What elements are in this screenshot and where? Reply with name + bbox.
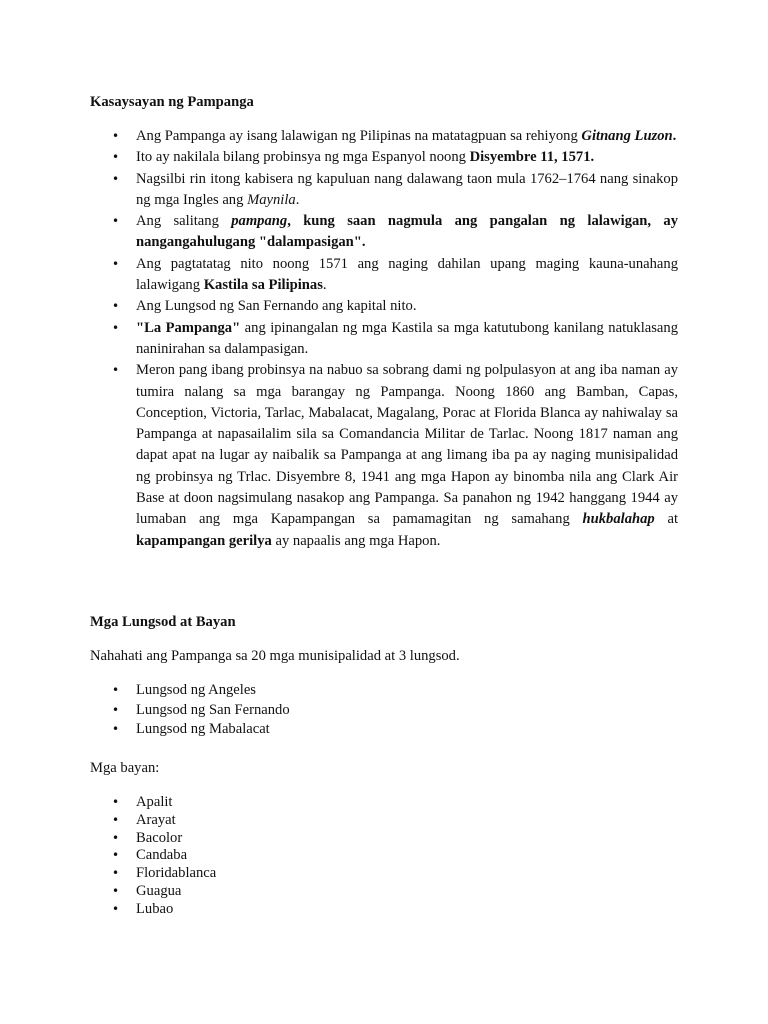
list-item: • Nagsilbi rin itong kabisera ng kapuluan nang dalawang taon mula 1762–1764 nang sinakop ng mga Ingles ang Maynila. bbox=[90, 169, 678, 212]
list-item: • Ang salitang pampang, kung saan nagmula ang pangalan ng lalawigan, ay nangangahulugang "dalampasigan". bbox=[90, 211, 678, 254]
city-list bbox=[90, 681, 678, 740]
section-title-kasaysayan bbox=[90, 92, 678, 112]
list-item: • Guagua bbox=[90, 883, 678, 901]
list-item: • Meron pang ibang probinsya na nabuo sa sobrang dami ng polpulasyon at ang iba naman ay tumira nalang sa mga barangay ng Pampanga. Noong 1860 ang Bamban, Capas, Conception, Victoria, Tarlac, Mabalacat, Magalang, Porac at Florida Blanca ay nahiwalay sa Pampanga at napasailalim sila sa Comandancia Militar de Tarlac. Noong 1817 naman ang dapat apat na lugar ay naibalik sa Pampanga at ang limang iba pa ay naging munisipalidad ng probinsya ng Trlac. Disyembre 8, 1941 ang mga Hapon ay binomba nila ang Clark Air Base at doon nagsimulang nasakop ang Pampanga. Sa panahon ng 1942 hanggang 1944 ay lumaban ang mga Kapampangan sa pamamagitan ng samahang hukbalahap at kapampangan gerilya ay napaalis ang mga Hapon. bbox=[90, 360, 678, 552]
heading: Kasaysayan ng Pampanga bbox=[90, 94, 254, 110]
list-item: • Floridablanca bbox=[90, 865, 678, 883]
list-item: • Lubao bbox=[90, 901, 678, 919]
list-item: • Lungsod ng Angeles bbox=[90, 681, 678, 701]
history-list bbox=[90, 126, 678, 552]
bayan-label: Mga bayan: bbox=[90, 760, 160, 776]
list-item: • Ang Lungsod ng San Fernando ang kapital nito. bbox=[90, 296, 678, 317]
heading: Mga Lungsod at Bayan bbox=[90, 614, 236, 630]
section-title-lungsod bbox=[90, 612, 678, 632]
list-item: • "La Pampanga" ang ipinangalan ng mga Kastila sa mga katutubong kanilang natuklasang naninirahan sa dalampasigan. bbox=[90, 318, 678, 361]
town-list bbox=[90, 794, 678, 919]
list-item: • Lungsod ng San Fernando bbox=[90, 701, 678, 721]
list-item: • Ang Pampanga ay isang lalawigan ng Pilipinas na matatagpuan sa rehiyong Gitnang Luzon. bbox=[90, 126, 678, 147]
list-item: • Apalit bbox=[90, 794, 678, 812]
list-item: • Ang pagtatatag nito noong 1571 ang naging dahilan upang maging kauna-unahang lalawigang Kastila sa Pilipinas. bbox=[90, 254, 678, 297]
intro-paragraph: Nahahati ang Pampanga sa 20 mga munisipalidad at 3 lungsod. bbox=[90, 648, 460, 664]
list-item: • Bacolor bbox=[90, 830, 678, 848]
list-item: • Lungsod ng Mabalacat bbox=[90, 720, 678, 740]
list-item: • Candaba bbox=[90, 847, 678, 865]
list-item: • Arayat bbox=[90, 812, 678, 830]
list-item: • Ito ay nakilala bilang probinsya ng mga Espanyol noong Disyembre 11, 1571. bbox=[90, 147, 678, 168]
